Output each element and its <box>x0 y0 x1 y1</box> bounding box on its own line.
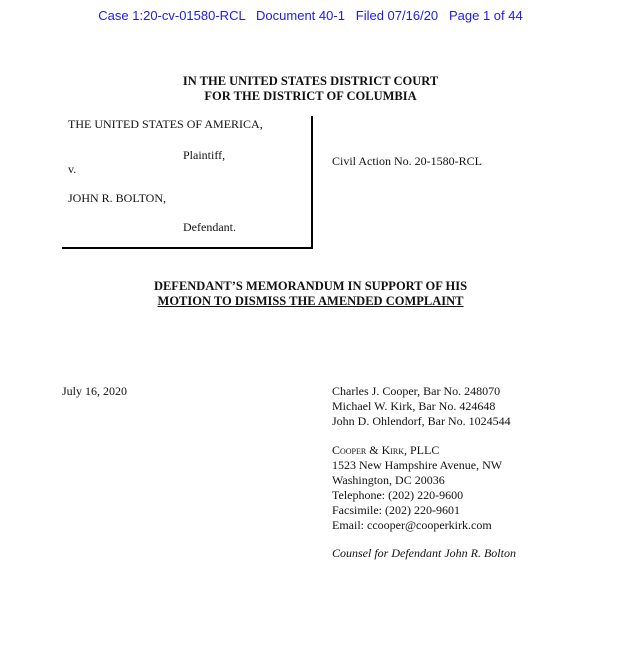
court-heading <box>0 74 621 104</box>
court-line-1: IN THE UNITED STATES DISTRICT COURT <box>182 74 439 88</box>
firm-telephone: Telephone: (202) 220-9600 <box>332 488 464 502</box>
firm-name: Cooper & Kirk, PLLC <box>332 443 440 457</box>
versus-label: v. <box>68 162 77 176</box>
firm-address-2: Washington, DC 20036 <box>332 473 445 487</box>
attorney-list <box>332 384 511 429</box>
caption-vertical-divider <box>311 116 313 249</box>
filing-stamp: Case 1:20-cv-01580-RCL Document 40-1 Filed 07/16/20 Page 1 of 44 <box>98 8 523 23</box>
filing-date: July 16, 2020 <box>62 384 128 398</box>
attorney-item: Charles J. Cooper, Bar No. 248070 <box>332 384 501 398</box>
defendant-name: JOHN R. BOLTON, <box>68 191 167 205</box>
counsel-for: Counsel for Defendant John R. Bolton <box>332 546 516 560</box>
attorney-item: John D. Ohlendorf, Bar No. 1024544 <box>332 414 511 428</box>
title-line-2: MOTION TO DISMISS THE AMENDED COMPLAINT <box>157 294 464 308</box>
plaintiff-name: THE UNITED STATES OF AMERICA, <box>68 117 263 131</box>
court-line-2: FOR THE DISTRICT OF COLUMBIA <box>204 89 417 103</box>
defendant-role: Defendant. <box>183 220 236 234</box>
firm-address-1: 1523 New Hampshire Avenue, NW <box>332 458 503 472</box>
plaintiff-role: Plaintiff, <box>183 148 226 162</box>
caption-horizontal-divider <box>62 247 313 249</box>
firm-email: Email: ccooper@cooperkirk.com <box>332 518 492 532</box>
firm-facsimile: Facsimile: (202) 220-9601 <box>332 503 460 517</box>
document-title <box>0 279 621 309</box>
title-line-1: DEFENDANT’S MEMORANDUM IN SUPPORT OF HIS <box>153 279 468 293</box>
attorney-item: Michael W. Kirk, Bar No. 424648 <box>332 399 496 413</box>
firm-block <box>332 443 502 533</box>
case-number: Civil Action No. 20-1580-RCL <box>332 154 482 168</box>
